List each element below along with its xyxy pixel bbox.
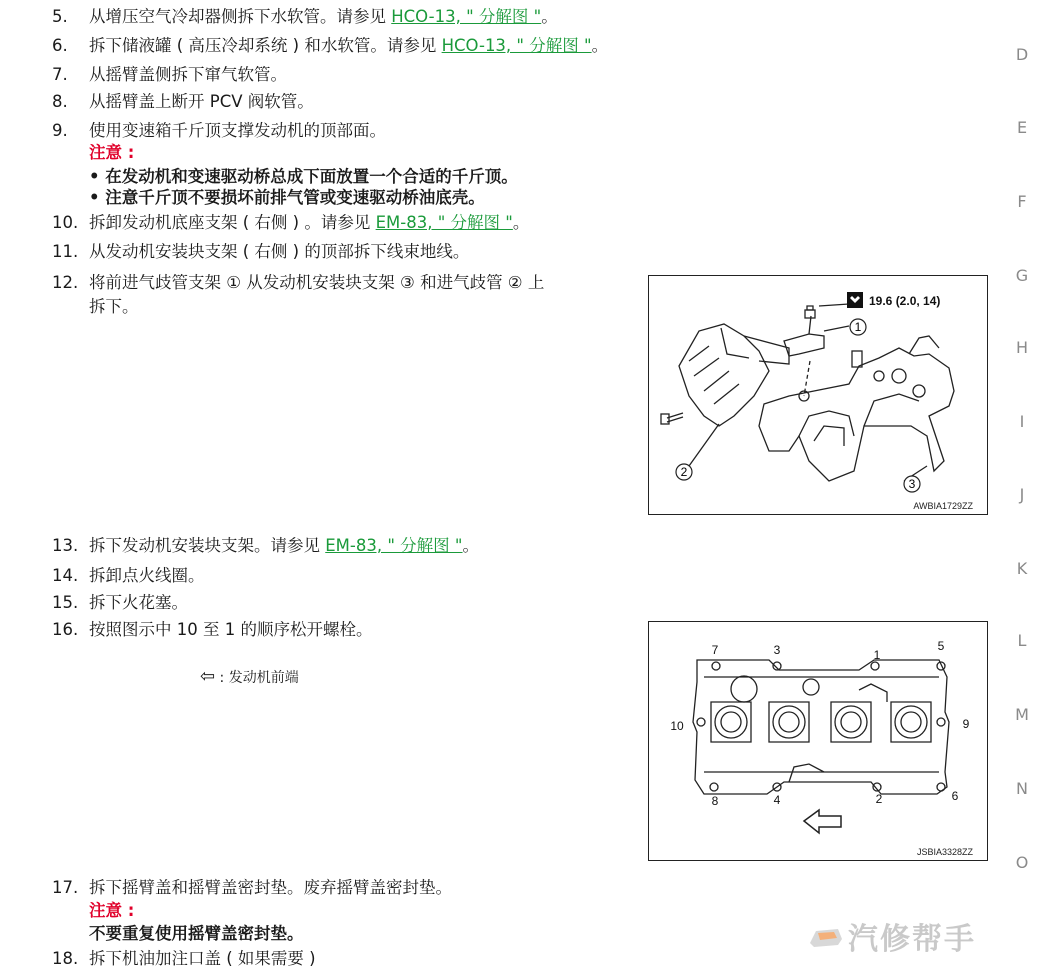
side-index-letter: J — [1019, 485, 1025, 504]
bolt-number: 4 — [773, 793, 781, 807]
step-15: 15. 拆下火花塞。 — [52, 593, 188, 612]
car-logo-icon — [808, 923, 844, 949]
bolt-number: 1 — [873, 648, 881, 662]
step-9: 9. 使用变速箱千斤顶支撑发动机的顶部面。 — [52, 121, 386, 140]
bolt-number: 6 — [951, 789, 959, 803]
bolt-number: 8 — [711, 794, 719, 808]
side-index-letter: O — [1015, 853, 1029, 872]
step-11: 11. 从发动机安装块支架 ( 右侧 ) 的顶部拆下线束地线。 — [52, 242, 470, 261]
callout-2: 2 — [680, 465, 688, 479]
side-index-letter: N — [1016, 779, 1028, 798]
side-index-letter: M — [1015, 705, 1029, 724]
side-index-letter: H — [1015, 338, 1029, 357]
figure-code: AWBIA1729ZZ — [913, 501, 973, 511]
callout-1: 1 — [854, 320, 862, 334]
link-hco-13[interactable]: HCO-13, " 分解图 " — [391, 7, 542, 26]
bolt-number: 2 — [875, 792, 883, 806]
bolt-number: 7 — [711, 643, 719, 657]
caution-bullet: • 注意千斤顶不要损坏前排气管或变速驱动桥油底壳。 — [89, 188, 485, 207]
side-index-letter: F — [1017, 192, 1027, 211]
bolt-number: 5 — [937, 639, 945, 653]
figure-intake-manifold-bracket — [648, 275, 988, 515]
link-hco-13[interactable]: HCO-13, " 分解图 " — [441, 36, 592, 55]
link-em-83[interactable]: EM-83, " 分解图 " — [375, 213, 513, 232]
step-18: 18. 拆下机油加注口盖 ( 如果需要 ) — [52, 949, 316, 968]
torque-value: 19.6 (2.0, 14) — [869, 294, 941, 308]
step-16: 16. 按照图示中 10 至 1 的顺序松开螺栓。 — [52, 620, 373, 639]
side-index-letter: D — [1015, 45, 1029, 64]
callout-3: 3 — [908, 477, 916, 491]
step-12: 12. 将前进气歧管支架 ① 从发动机安装块支架 ③ 和进气歧管 ② 上 — [52, 273, 545, 292]
figure-rocker-cover-bolt-sequence — [648, 621, 988, 861]
step-10: 10. 拆卸发动机底座支架 ( 右侧 ) 。请参见 EM-83, " 分解图 "。 — [52, 213, 530, 232]
caution-bullet: • 在发动机和变速驱动桥总成下面放置一个合适的千斤顶。 — [89, 167, 518, 186]
step-5: 5. 从增压空气冷却器侧拆下水软管。请参见 HCO-13, " 分解图 "。 — [52, 7, 558, 26]
watermark-logo: 汽修帮手 — [808, 918, 976, 954]
bolt-number: 10 — [670, 719, 684, 733]
figure-code: JSBIA3328ZZ — [916, 847, 973, 857]
bolt-number: 9 — [962, 717, 970, 731]
step-14: 14. 拆卸点火线圈。 — [52, 566, 205, 585]
side-index-letter: I — [1019, 412, 1025, 431]
step-12-continuation: 拆下。 — [89, 297, 139, 316]
step-13: 13. 拆下发动机安装块支架。请参见 EM-83, " 分解图 "。 — [52, 536, 480, 555]
caution-label: 注意 : — [89, 143, 135, 162]
legend-engine-front: ⇦ : 发动机前端 — [200, 666, 299, 687]
step-6: 6. 拆下储液罐 ( 高压冷却系统 ) 和水软管。请参见 HCO-13, " 分解图 "。 — [52, 36, 609, 55]
link-em-83[interactable]: EM-83, " 分解图 " — [325, 536, 463, 555]
side-index-letter: G — [1015, 266, 1029, 285]
bracket-illustration — [649, 276, 987, 514]
step-8: 8. 从摇臂盖上断开 PCV 阀软管。 — [52, 92, 314, 111]
step-17: 17. 拆下摇臂盖和摇臂盖密封垫。废弃摇臂盖密封垫。 — [52, 878, 452, 897]
side-index-letter: L — [1017, 631, 1027, 650]
arrow-left-icon: ⇦ — [200, 666, 216, 687]
side-index-letter: E — [1016, 118, 1028, 137]
caution-label: 注意 : — [89, 901, 135, 920]
bolt-number: 3 — [773, 643, 781, 657]
caution-text: 不要重复使用摇臂盖密封垫。 — [89, 924, 304, 943]
rocker-cover-illustration — [649, 622, 987, 860]
side-index-letter: K — [1016, 559, 1028, 578]
step-7: 7. 从摇臂盖侧拆下窜气软管。 — [52, 65, 287, 84]
